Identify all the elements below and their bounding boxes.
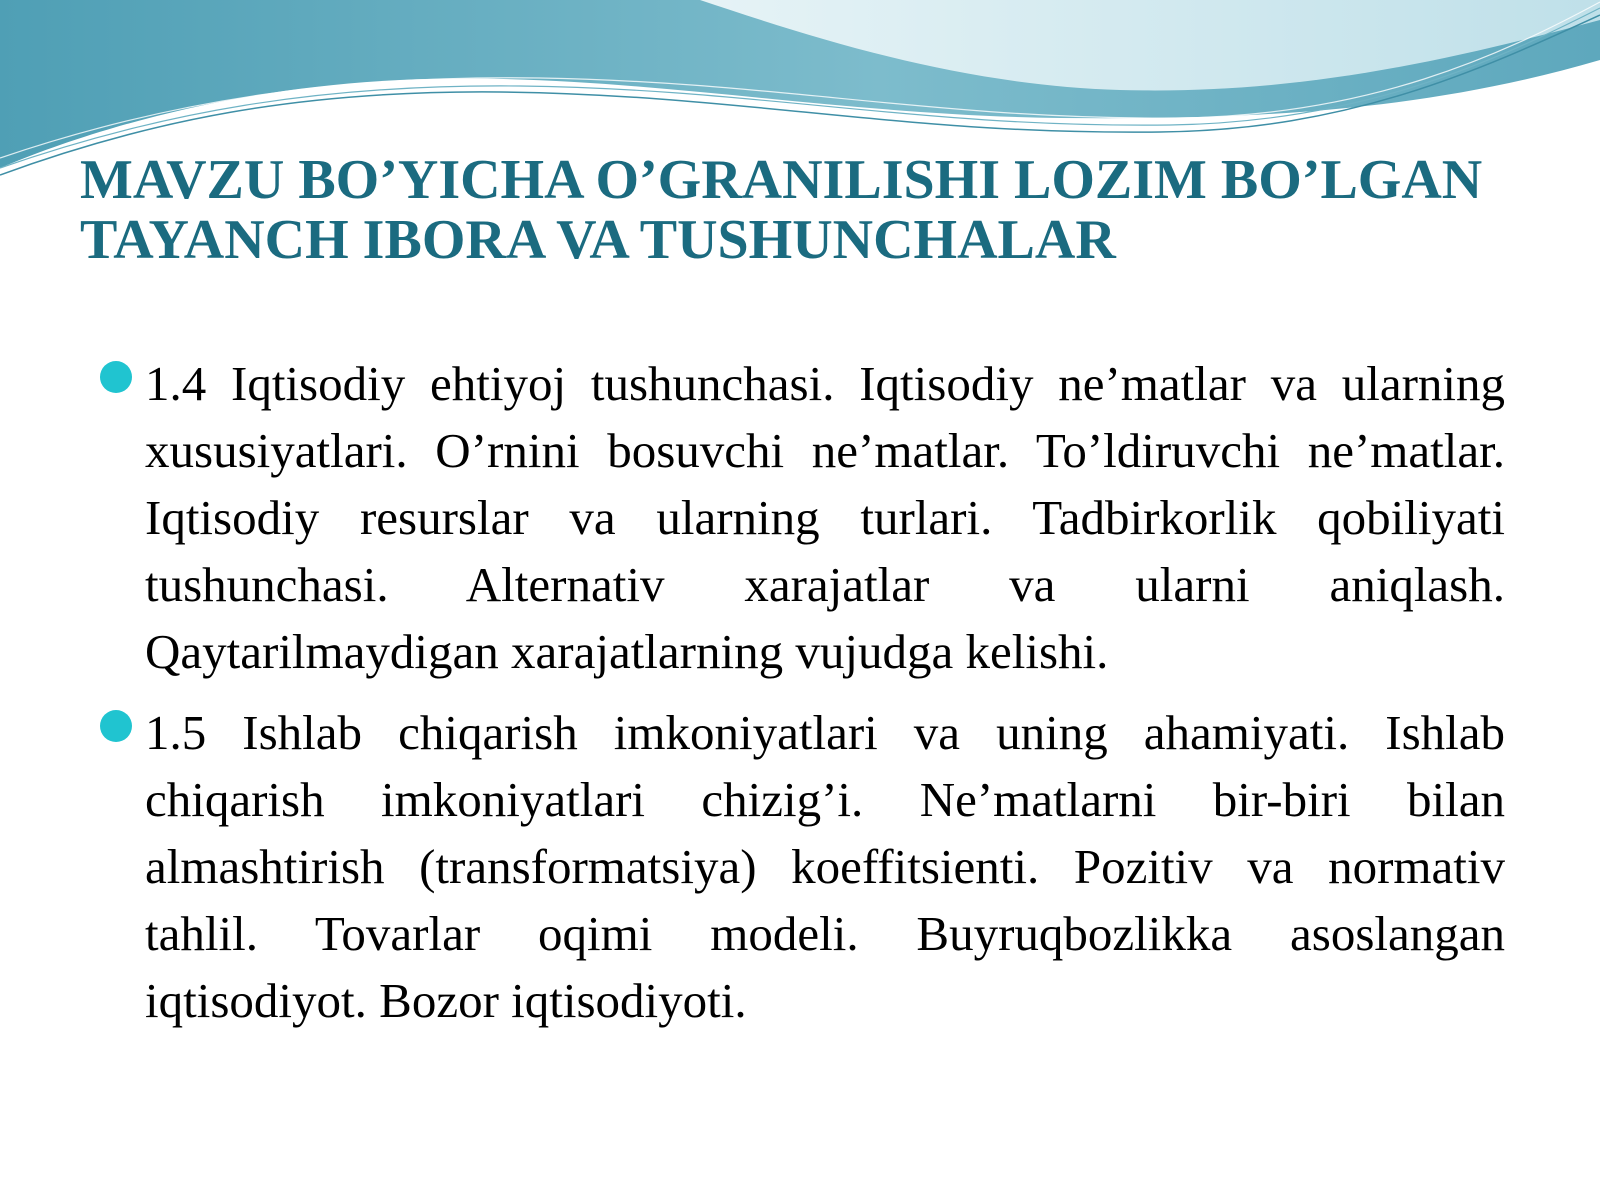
bullet-text: 1.4 Iqtisodiy ehtiyoj tushunchasi. Iqtisodiy ne’matlar va ularning xususiyatlari. O’rnini bosuvchi ne’matlar. To’ldiruvchi ne’matlar. Iqtisodiy resurslar va ularning turlari. Tadbirkorlik qobiliyati tushunchasi. Alternativ xarajatlar va ularni aniqlash. Qaytarilmaydigan xarajatlarning vujudga kelishi. [145,356,1505,679]
bullet-item [95,699,1505,1034]
bullet-item [95,350,1505,685]
bullet-dot-icon [100,361,132,393]
bullet-dot-icon [100,710,132,742]
bullet-text: 1.5 Ishlab chiqarish imkoniyatlari va uning ahamiyati. Ishlab chiqarish imkoniyatlari chizig’i. Ne’matlarni bir-biri bilan almashtirish (transformatsiya) koeffitsienti. Pozitiv va normativ tahlil. Tovarlar oqimi modeli. Buyruqbozlikka asoslangan iqtisodiyot. Bozor iqtisodiyoti. [145,705,1505,1028]
slide-title: MAVZU BO’YICHA O’GRANILISHI LOZIM BO’LGAN TAYANCH IBORA VA TUSHUNCHALAR [80,149,1483,271]
bullet-list [95,350,1505,1048]
